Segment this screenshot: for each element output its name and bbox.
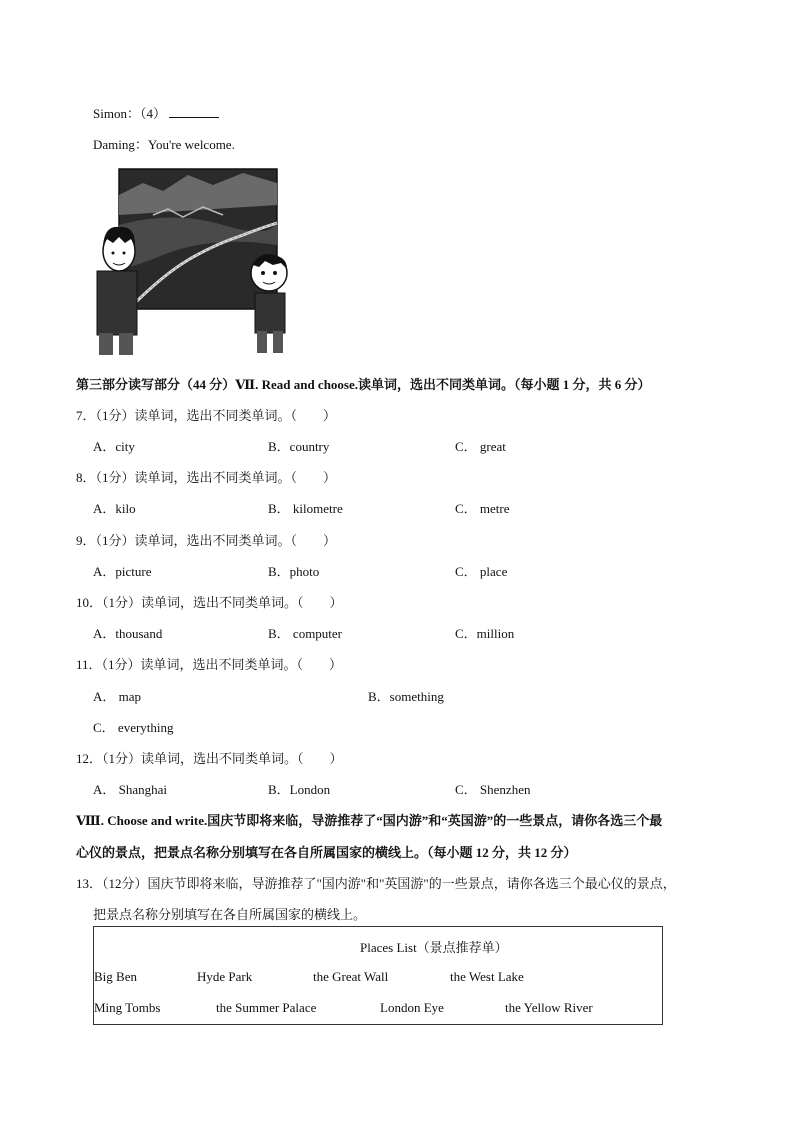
question-9-stem: 9．（1分）读单词，选出不同类单词。（ ）	[76, 533, 337, 548]
question-8-stem: 8．（1分）读单词，选出不同类单词。（ ）	[76, 470, 337, 485]
question-13-stem-line1: 13．（12分）国庆节即将来临，导游推荐了"国内游"和"英国游"的一些景点，请你各选三个最心仪的景点，	[76, 876, 676, 891]
question-9-option-b[interactable]: B．photo	[268, 564, 320, 579]
question-10-option-a[interactable]: A．thousand	[93, 626, 163, 641]
question-7-option-b[interactable]: B．country	[268, 439, 330, 454]
section8-heading-line1: Ⅷ. Choose and write.国庆节即将来临，导游推荐了“国内游”和“英国游”的一些景点，请你各选三个最	[76, 813, 663, 828]
place-london-eye: London Eye	[380, 1000, 444, 1015]
question-9-option-c[interactable]: C． place	[455, 564, 508, 579]
place-big-ben: Big Ben	[94, 969, 137, 984]
place-yellow-river: the Yellow River	[505, 1000, 593, 1015]
question-8-option-a[interactable]: A．kilo	[93, 501, 136, 516]
question-7-option-a[interactable]: A．city	[93, 439, 135, 454]
question-10-option-c[interactable]: C．million	[455, 626, 515, 641]
question-10-option-b[interactable]: B． computer	[268, 626, 343, 641]
question-10-stem: 10．（1分）读单词，选出不同类单词。（ ）	[76, 595, 343, 610]
question-8-option-b[interactable]: B． kilometre	[268, 501, 343, 516]
question-12-option-c[interactable]: C． Shenzhen	[455, 782, 531, 797]
question-11-stem: 11．（1分）读单词，选出不同类单词。（ ）	[76, 657, 343, 672]
section3-heading: 第三部分读写部分（44 分）Ⅶ. Read and choose.读单词，选出不同类单词。（每小题 1 分，共 6 分）	[76, 377, 651, 392]
question-12-stem: 12．（1分）读单词，选出不同类单词。（ ）	[76, 751, 343, 766]
question-11-option-b[interactable]: B．something	[368, 689, 444, 704]
simon-line: Simon：（4）	[93, 103, 219, 122]
question-13-stem-line2: 把景点名称分别填写在各自所属国家的横线上。	[93, 907, 367, 922]
place-west-lake: the West Lake	[450, 969, 524, 984]
question-8-option-c[interactable]: C． metre	[455, 501, 510, 516]
question-9-option-a[interactable]: A．picture	[93, 564, 152, 579]
daming-line: Daming：You're welcome.	[93, 137, 235, 152]
question-7-stem: 7．（1分）读单词，选出不同类单词。（ ）	[76, 408, 337, 423]
places-list-title: Places List（景点推荐单）	[360, 940, 508, 955]
question-12-option-b[interactable]: B．London	[268, 782, 331, 797]
great-wall-picture-with-two-boys-icon	[93, 165, 305, 357]
section8-heading-line2: 心仪的景点，把景点名称分别填写在各自所属国家的横线上。（每小题 12 分，共 12 分）	[76, 845, 577, 860]
question-11-option-c[interactable]: C． everything	[93, 720, 174, 735]
place-ming-tombs: Ming Tombs	[94, 1000, 161, 1015]
answer-blank[interactable]	[169, 105, 219, 118]
question-7-option-c[interactable]: C． great	[455, 439, 506, 454]
place-hyde-park: Hyde Park	[197, 969, 253, 984]
places-list-box	[93, 926, 663, 1025]
place-great-wall: the Great Wall	[313, 969, 389, 984]
question-11-option-a[interactable]: A． map	[93, 689, 142, 704]
place-summer-palace: the Summer Palace	[216, 1000, 317, 1015]
question-12-option-a[interactable]: A． Shanghai	[93, 782, 168, 797]
